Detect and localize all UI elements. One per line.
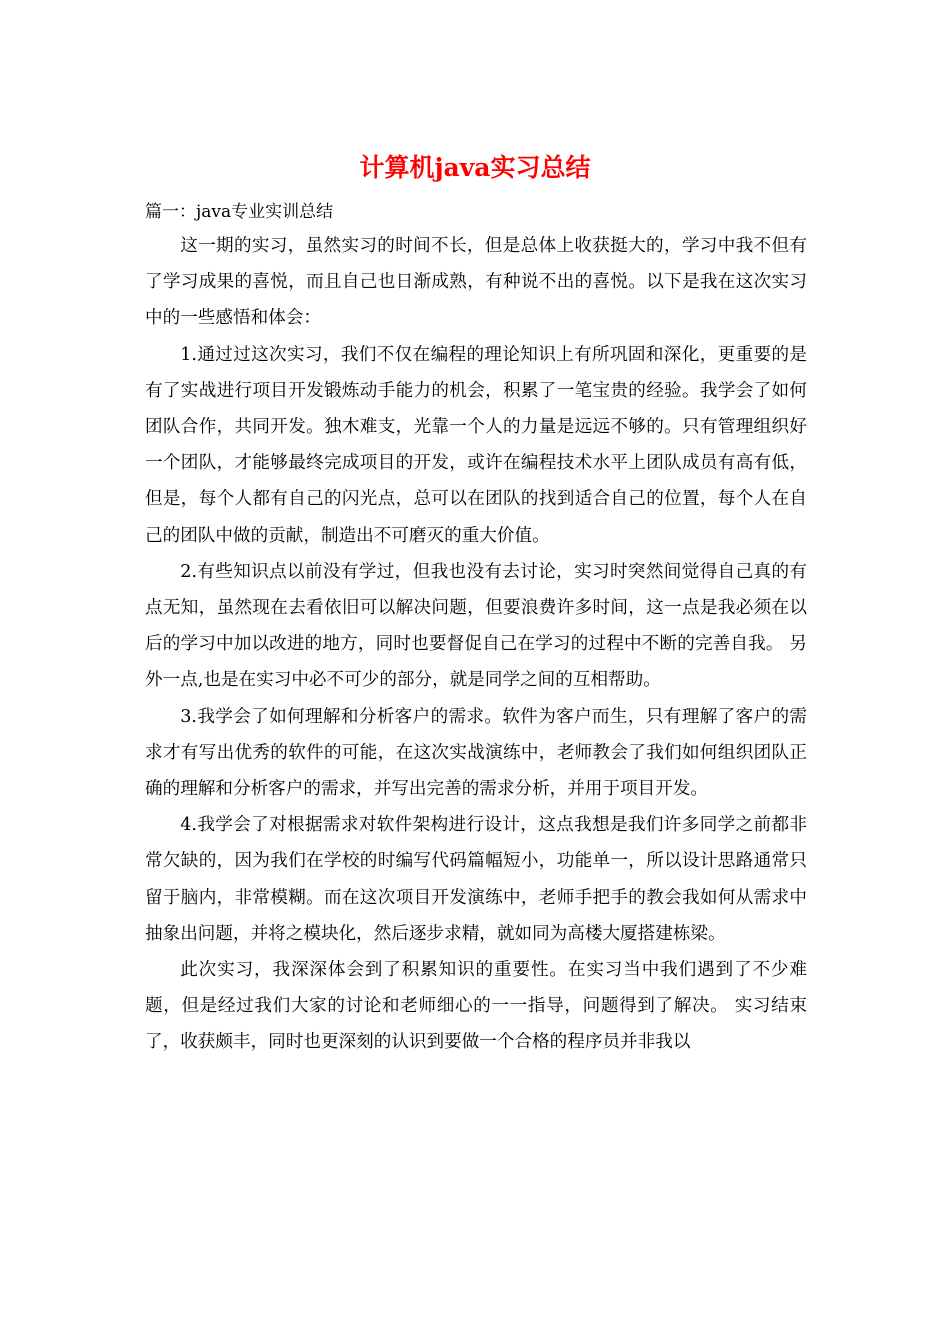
paragraph-point-2: 2.有些知识点以前没有学过，但我也没有去讨论，实习时突然间觉得自己真的有点无知，虽然现在去看依旧可以解决问题，但要浪费许多时间，这一点是我必须在以后的学习中加以改进的地方，同时也要督促自己在学习的过程中不断的完善自我。 另外一点,也是在实习中必不可少的部分，就是同学之间的互相帮助。 (145, 561, 807, 691)
paragraph-conclusion: 此次实习，我深深体会到了积累知识的重要性。在实习当中我们遇到了不少难题，但是经过我们大家的讨论和老师细心的一一指导，问题得到了解决。 实习结束了，收获颇丰，同时也更深刻的认识到要做一个合格的程序员并非我以 (145, 960, 807, 1053)
document-body (145, 196, 807, 1061)
section-heading: 篇一：java专业实训总结 (145, 202, 334, 222)
paragraph-intro: 这一期的实习，虽然实习的时间不长，但是总体上收获挺大的，学习中我不但有了学习成果的喜悦，而且自己也日渐成熟，有种说不出的喜悦。以下是我在这次实习中的一些感悟和体会： (145, 236, 807, 329)
paragraph-point-4: 4.我学会了对根据需求对软件架构进行设计，这点我想是我们许多同学之前都非常欠缺的，因为我们在学校的时编写代码篇幅短小，功能单一，所以设计思路通常只留于脑内，非常模糊。而在这次项目开发演练中，老师手把手的教会我如何从需求中抽象出问题，并将之模块化，然后逐步求精，就如同为高楼大厦搭建栋梁。 (145, 815, 807, 944)
paragraph-point-1: 1.通过过这次实习，我们不仅在编程的理论知识上有所巩固和深化，更重要的是有了实战进行项目开发锻炼动手能力的机会，积累了一笔宝贵的经验。我学会了如何团队合作，共同开发。独木难支，光靠一个人的力量是远远不够的。只有管理组织好一个团队，才能够最终完成项目的开发，或许在编程技术水平上团队成员有高有低，但是，每个人都有自己的闪光点，总可以在团队的找到适合自己的位置，每个人在自己的团队中做的贡献，制造出不可磨灭的重大价值。 (145, 344, 807, 546)
paragraph-point-3: 3.我学会了如何理解和分析客户的需求。软件为客户而生，只有理解了客户的需求才有写出优秀的软件的可能，在这次实战演练中，老师教会了我们如何组织团队正确的理解和分析客户的需求，并写出完善的需求分析，并用于项目开发。 (145, 706, 807, 800)
document-title: 计算机java实习总结 (359, 153, 591, 182)
